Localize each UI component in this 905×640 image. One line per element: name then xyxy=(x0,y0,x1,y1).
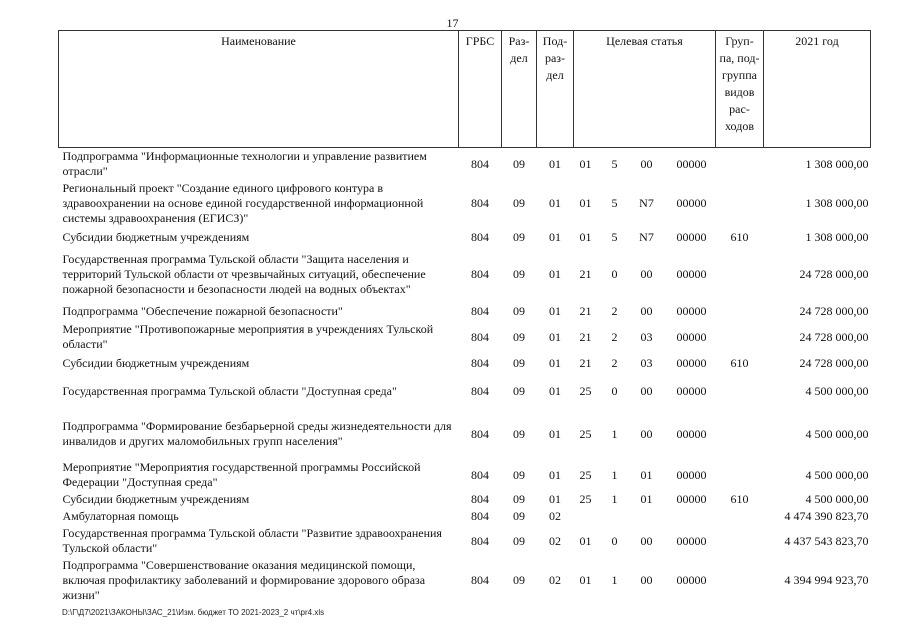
header-target-article: Целевая статья xyxy=(574,31,716,148)
row-name: Субсидии бюджетным учреждениям xyxy=(62,355,250,370)
header-podrazdel: Под-раз-дел xyxy=(537,31,574,148)
row-grbs: 804 xyxy=(471,383,489,398)
row-grbs: 804 xyxy=(471,329,489,344)
table-row xyxy=(59,373,871,409)
row-grbs: 804 xyxy=(471,509,489,523)
table-row xyxy=(59,409,871,459)
target-subprogram: 1 xyxy=(611,492,618,506)
row-expense-group xyxy=(716,373,764,409)
target-event: 01 xyxy=(640,467,653,482)
row-amount: 4 500 000,00 xyxy=(805,467,869,482)
target-event: 00 xyxy=(640,573,653,587)
row-podrazdel: 01 xyxy=(549,492,561,506)
target-event: 00 xyxy=(640,156,653,171)
table-row xyxy=(59,247,871,301)
row-podrazdel: 01 xyxy=(549,156,561,171)
target-event: 01 xyxy=(640,492,653,506)
row-target-article xyxy=(574,525,716,557)
row-target-article xyxy=(574,301,716,321)
target-subprogram: 5 xyxy=(611,156,618,171)
target-program: 21 xyxy=(579,266,592,281)
target-direction: 00000 xyxy=(676,156,707,171)
target-subprogram: 2 xyxy=(611,303,618,318)
row-grbs: 804 xyxy=(471,426,489,441)
target-program: 25 xyxy=(579,492,592,506)
row-name: Подпрограмма "Формирование безбарьерной среды жизнедеятельности для инвалидов и других маломобильных групп населения" xyxy=(62,419,452,448)
row-expense-group: 610 xyxy=(730,229,749,244)
row-amount: 4 500 000,00 xyxy=(805,426,869,441)
row-amount: 24 728 000,00 xyxy=(799,329,869,344)
row-grbs: 804 xyxy=(471,229,489,244)
row-target-article xyxy=(574,227,716,247)
row-amount: 4 474 390 823,70 xyxy=(784,509,869,523)
row-expense-group xyxy=(716,557,764,604)
table-body xyxy=(59,148,871,605)
row-podrazdel: 01 xyxy=(549,303,561,318)
table-row xyxy=(59,353,871,373)
target-program: 25 xyxy=(579,467,592,482)
row-name: Амбулаторная помощь xyxy=(62,509,179,523)
target-direction: 00000 xyxy=(676,426,707,441)
target-event: N7 xyxy=(639,196,654,210)
row-expense-group xyxy=(716,459,764,491)
row-razdel: 09 xyxy=(513,492,525,506)
row-razdel: 09 xyxy=(513,467,525,482)
row-grbs: 804 xyxy=(471,196,489,210)
target-event: 00 xyxy=(640,533,653,548)
row-expense-group: 610 xyxy=(730,355,749,370)
target-subprogram: 5 xyxy=(611,196,618,210)
row-razdel: 09 xyxy=(513,156,525,171)
target-direction: 00000 xyxy=(676,266,707,281)
row-grbs: 804 xyxy=(471,156,489,171)
row-expense-group xyxy=(716,409,764,459)
table-header-row xyxy=(59,31,871,148)
row-razdel: 09 xyxy=(513,229,525,244)
row-name: Мероприятие "Мероприятия государственной программы Российской Федерации "Доступная среда" xyxy=(62,460,421,489)
row-grbs: 804 xyxy=(471,355,489,370)
table-row xyxy=(59,321,871,353)
page-number: 17 xyxy=(446,16,459,30)
row-podrazdel: 01 xyxy=(549,355,561,370)
row-amount: 1 308 000,00 xyxy=(805,196,869,210)
row-podrazdel: 01 xyxy=(549,229,561,244)
header-name: Наименование xyxy=(59,31,459,148)
target-program: 25 xyxy=(579,426,592,441)
target-direction: 00000 xyxy=(676,573,707,587)
row-podrazdel: 01 xyxy=(549,329,561,344)
row-expense-group xyxy=(716,301,764,321)
target-program: 21 xyxy=(579,329,592,344)
row-podrazdel: 02 xyxy=(549,533,561,548)
table-row xyxy=(59,491,871,508)
target-direction: 00000 xyxy=(676,329,707,344)
row-target-article xyxy=(574,508,716,525)
row-expense-group: 610 xyxy=(730,492,749,506)
row-expense-group xyxy=(716,180,764,227)
target-subprogram: 1 xyxy=(611,426,618,441)
budget-table xyxy=(58,30,871,604)
table-row xyxy=(59,459,871,491)
row-razdel: 09 xyxy=(513,355,525,370)
target-event: 03 xyxy=(640,355,653,370)
table-row xyxy=(59,180,871,227)
row-podrazdel: 01 xyxy=(549,383,561,398)
row-amount: 4 500 000,00 xyxy=(805,383,869,398)
row-expense-group xyxy=(716,321,764,353)
row-name: Государственная программа Тульской области "Развитие здравоохранения Тульской области" xyxy=(62,526,442,555)
row-amount: 24 728 000,00 xyxy=(799,266,869,281)
target-program: 01 xyxy=(579,533,592,548)
row-podrazdel: 02 xyxy=(549,573,561,587)
target-event: 00 xyxy=(640,383,653,398)
row-target-article xyxy=(574,459,716,491)
row-grbs: 804 xyxy=(471,492,489,506)
row-name: Мероприятие "Противопожарные мероприятия в учреждениях Тульской области" xyxy=(62,322,434,351)
row-podrazdel: 02 xyxy=(549,509,561,523)
table-row xyxy=(59,525,871,557)
row-name: Субсидии бюджетным учреждениям xyxy=(62,492,250,506)
header-razdel: Раз-дел xyxy=(502,31,537,148)
target-program: 21 xyxy=(579,303,592,318)
row-name: Подпрограмма "Совершенствование оказания медицинской помощи, включая профилактику заболеваний и формирование здорового образа жизни" xyxy=(62,558,426,602)
header-year-2021: 2021 год xyxy=(764,31,871,148)
row-razdel: 09 xyxy=(513,303,525,318)
row-razdel: 09 xyxy=(513,329,525,344)
header-grbs: ГРБС xyxy=(459,31,502,148)
target-direction: 00000 xyxy=(676,196,707,210)
target-direction: 00000 xyxy=(676,355,707,370)
row-razdel: 09 xyxy=(513,266,525,281)
row-target-article xyxy=(574,247,716,301)
target-subprogram: 0 xyxy=(611,266,618,281)
target-subprogram: 1 xyxy=(611,573,618,587)
row-razdel: 09 xyxy=(513,196,525,210)
target-program: 01 xyxy=(579,196,592,210)
target-direction: 00000 xyxy=(676,467,707,482)
target-event: 00 xyxy=(640,426,653,441)
row-name: Государственная программа Тульской области "Доступная среда" xyxy=(62,383,397,398)
table-row xyxy=(59,148,871,181)
row-name: Государственная программа Тульской области "Защита населения и территорий Тульской области от чрезвычайных ситуаций, обеспечение пожарной безопасности и безопасности людей на водных объектах" xyxy=(62,251,426,296)
row-target-article xyxy=(574,557,716,604)
target-program: 21 xyxy=(579,355,592,370)
file-path-footer: D:\Г\Д7\2021\ЗАКОНЫ\ЗАС_21\Изм. бюджет ТО 2021-2023_2 чт\pr4.xls xyxy=(62,608,325,617)
target-event: N7 xyxy=(639,229,654,244)
target-subprogram: 5 xyxy=(611,229,618,244)
row-expense-group xyxy=(716,148,764,181)
row-target-article xyxy=(574,148,716,181)
row-podrazdel: 01 xyxy=(549,426,561,441)
target-subprogram: 2 xyxy=(611,355,618,370)
row-podrazdel: 01 xyxy=(549,467,561,482)
target-program: 01 xyxy=(579,229,592,244)
row-grbs: 804 xyxy=(471,467,489,482)
row-expense-group xyxy=(716,525,764,557)
row-target-article xyxy=(574,491,716,508)
row-expense-group xyxy=(716,508,764,525)
row-razdel: 09 xyxy=(513,533,525,548)
header-expense-group: Груп-па, под-группа видов рас-ходов xyxy=(716,31,764,148)
target-event: 00 xyxy=(640,266,653,281)
target-subprogram: 0 xyxy=(611,533,618,548)
table-row xyxy=(59,301,871,321)
row-grbs: 804 xyxy=(471,266,489,281)
table-row xyxy=(59,227,871,247)
row-name: Подпрограмма "Обеспечение пожарной безопасности" xyxy=(62,303,343,318)
row-amount: 4 437 543 823,70 xyxy=(784,533,869,548)
row-razdel: 09 xyxy=(513,573,525,587)
row-amount: 4 394 994 923,70 xyxy=(784,573,869,587)
row-grbs: 804 xyxy=(471,533,489,548)
row-grbs: 804 xyxy=(471,303,489,318)
row-podrazdel: 01 xyxy=(549,266,561,281)
table-row xyxy=(59,557,871,604)
target-subprogram: 1 xyxy=(611,467,618,482)
row-amount: 1 308 000,00 xyxy=(805,156,869,171)
row-razdel: 09 xyxy=(513,383,525,398)
row-amount: 1 308 000,00 xyxy=(805,229,869,244)
row-amount: 24 728 000,00 xyxy=(799,303,869,318)
row-target-article xyxy=(574,409,716,459)
row-name: Подпрограмма "Информационные технологии и управление развитием отрасли" xyxy=(62,149,427,178)
row-podrazdel: 01 xyxy=(549,196,561,210)
row-razdel: 09 xyxy=(513,509,525,523)
target-direction: 00000 xyxy=(676,383,707,398)
row-target-article xyxy=(574,321,716,353)
target-direction: 00000 xyxy=(676,533,707,548)
target-subprogram: 2 xyxy=(611,329,618,344)
target-event: 00 xyxy=(640,303,653,318)
target-event: 03 xyxy=(640,329,653,344)
row-amount: 4 500 000,00 xyxy=(805,492,869,506)
row-name: Региональный проект "Создание единого цифрового контура в здравоохранении на основе единой государственной информационной системы здравоохранения (ЕГИСЗ)" xyxy=(62,181,424,225)
row-amount: 24 728 000,00 xyxy=(799,355,869,370)
row-grbs: 804 xyxy=(471,573,489,587)
row-name: Субсидии бюджетным учреждениям xyxy=(62,229,250,244)
target-direction: 00000 xyxy=(676,303,707,318)
row-target-article xyxy=(574,180,716,227)
target-program: 01 xyxy=(579,156,592,171)
row-razdel: 09 xyxy=(513,426,525,441)
target-program: 25 xyxy=(579,383,592,398)
row-target-article xyxy=(574,353,716,373)
target-subprogram: 0 xyxy=(611,383,618,398)
target-program: 01 xyxy=(579,573,592,587)
target-direction: 00000 xyxy=(676,229,707,244)
target-direction: 00000 xyxy=(676,492,707,506)
row-expense-group xyxy=(716,247,764,301)
row-target-article xyxy=(574,373,716,409)
table-row xyxy=(59,508,871,525)
